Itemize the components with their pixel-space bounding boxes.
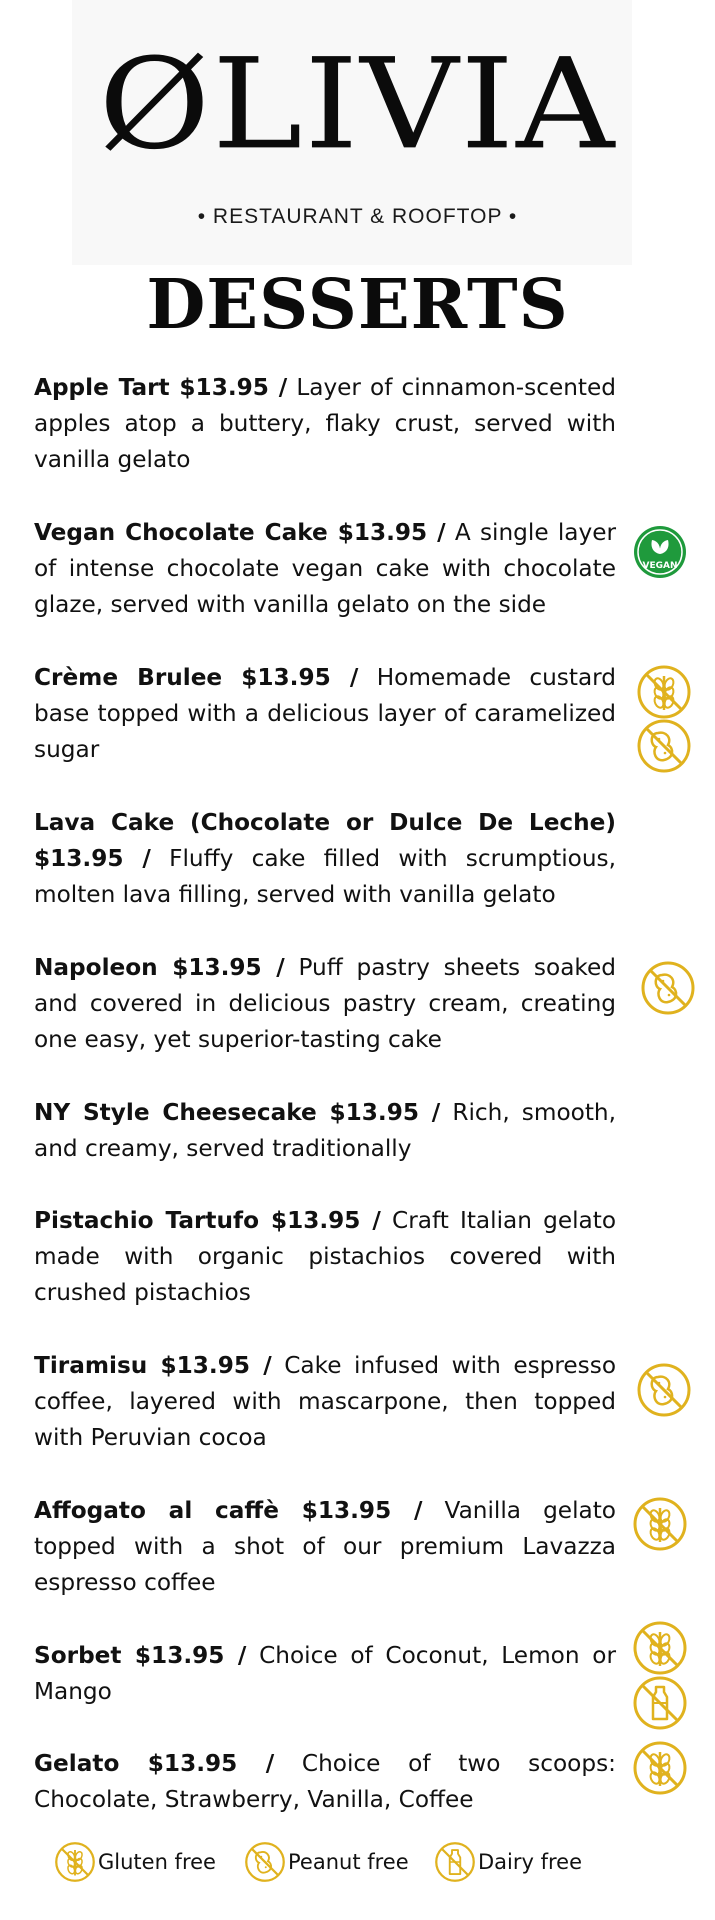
separator: / (372, 1207, 381, 1234)
item-price: $13.95 (301, 1497, 392, 1524)
gluten-free-icon (632, 1740, 688, 1796)
vegan-badge-icon (632, 524, 688, 580)
item-description: Fluffy cake filled with scrumptious, molten lava filling, served with vanilla gelato (34, 845, 616, 908)
menu-item-pistachio-tartufo (34, 1203, 616, 1311)
separator: / (142, 845, 151, 872)
item-description: Puff pastry sheets soaked and covered in delicious pastry cream, creating one easy, yet superior-tasting cake (34, 954, 616, 1053)
svg-text:VEGAN: VEGAN (642, 561, 678, 571)
dairy-free-icon (632, 1675, 688, 1731)
menu-item-vegan-chocolate-cake (34, 515, 616, 623)
separator: / (431, 1099, 441, 1126)
item-name: Lava Cake (Chocolate or Dulce De Leche) (34, 809, 616, 836)
item-price: $13.95 (134, 1642, 225, 1669)
item-description: Layer of cinnamon-scented apples atop a buttery, flaky crust, served with vanilla gelato (34, 374, 617, 473)
section-title: DESSERTS (146, 265, 569, 345)
separator: / (437, 519, 446, 546)
item-name: Napoleon (34, 954, 158, 981)
item-price: $13.95 (147, 1750, 238, 1777)
item-price: $13.95 (241, 664, 331, 691)
legend-label: Peanut free (288, 1850, 409, 1874)
item-price: $13.95 (329, 1099, 420, 1126)
item-name: Apple Tart (34, 374, 170, 401)
menu-item-affogato (34, 1493, 616, 1601)
gluten-free-icon (54, 1841, 96, 1883)
item-name: Vegan Chocolate Cake (34, 519, 328, 546)
separator: / (265, 1750, 275, 1777)
item-price: $13.95 (34, 845, 124, 872)
peanut-free-icon (640, 960, 696, 1016)
legend-gluten-free (54, 1840, 216, 1884)
item-name: Tiramisu (34, 1352, 148, 1379)
menu-item-sorbet (34, 1638, 616, 1710)
menu-item-napoleon (34, 950, 616, 1058)
menu-item-lava-cake (34, 805, 616, 913)
menu-item-tiramisu (34, 1348, 616, 1456)
separator: / (276, 954, 285, 981)
menu-item-gelato (34, 1746, 616, 1818)
menu-item-apple-tart (34, 370, 616, 478)
item-name: Pistachio Tartufo (34, 1207, 260, 1234)
item-description: Choice of Coconut, Lemon or Mango (34, 1642, 616, 1705)
separator: / (413, 1497, 423, 1524)
item-price: $13.95 (270, 1207, 361, 1234)
gluten-free-icon (632, 1620, 688, 1676)
item-price: $13.95 (179, 374, 269, 401)
legend-label: Gluten free (98, 1850, 216, 1874)
separator: / (349, 664, 359, 691)
item-price: $13.95 (337, 519, 428, 546)
peanut-free-icon (244, 1841, 286, 1883)
item-description: Vanilla gelato topped with a shot of our premium Lavazza espresso coffee (34, 1497, 616, 1596)
item-description: Cake infused with espresso coffee, layered with mascarpone, then topped with Peruvian cocoa (34, 1352, 617, 1451)
peanut-free-icon (636, 1362, 692, 1418)
peanut-free-icon (636, 718, 692, 774)
legend-dairy-free (434, 1840, 582, 1884)
item-name: Affogato al caffè (34, 1497, 279, 1524)
menu-item-creme-brulee (34, 660, 616, 768)
gluten-free-icon (636, 664, 692, 720)
item-name: NY Style Cheesecake (34, 1099, 317, 1126)
item-price: $13.95 (172, 954, 262, 981)
item-description: Choice of two scoops: Chocolate, Strawberry, Vanilla, Coffee (34, 1750, 616, 1813)
tagline: • RESTAURANT & ROOFTOP • (197, 205, 518, 228)
item-description: A single layer of intense chocolate vegan cake with chocolate glaze, served with vanilla gelato on the side (34, 519, 617, 618)
gluten-free-icon (632, 1496, 688, 1552)
item-price: $13.95 (160, 1352, 250, 1379)
item-name: Crème Brulee (34, 664, 223, 691)
item-description: Craft Italian gelato made with organic pistachios covered with crushed pistachios (34, 1207, 617, 1306)
dairy-free-icon (434, 1841, 476, 1883)
separator: / (263, 1352, 272, 1379)
legend-label: Dairy free (478, 1850, 583, 1874)
separator: / (237, 1642, 247, 1669)
menu-item-ny-cheesecake (34, 1095, 616, 1167)
separator: / (278, 374, 288, 401)
brand-logo: ØLIVIA (98, 32, 617, 178)
item-name: Gelato (34, 1750, 120, 1777)
item-description: Rich, smooth, and creamy, served traditionally (34, 1099, 616, 1162)
legend-peanut-free (244, 1840, 409, 1884)
item-description: Homemade custard base topped with a delicious layer of caramelized sugar (34, 664, 617, 763)
item-name: Sorbet (34, 1642, 122, 1669)
